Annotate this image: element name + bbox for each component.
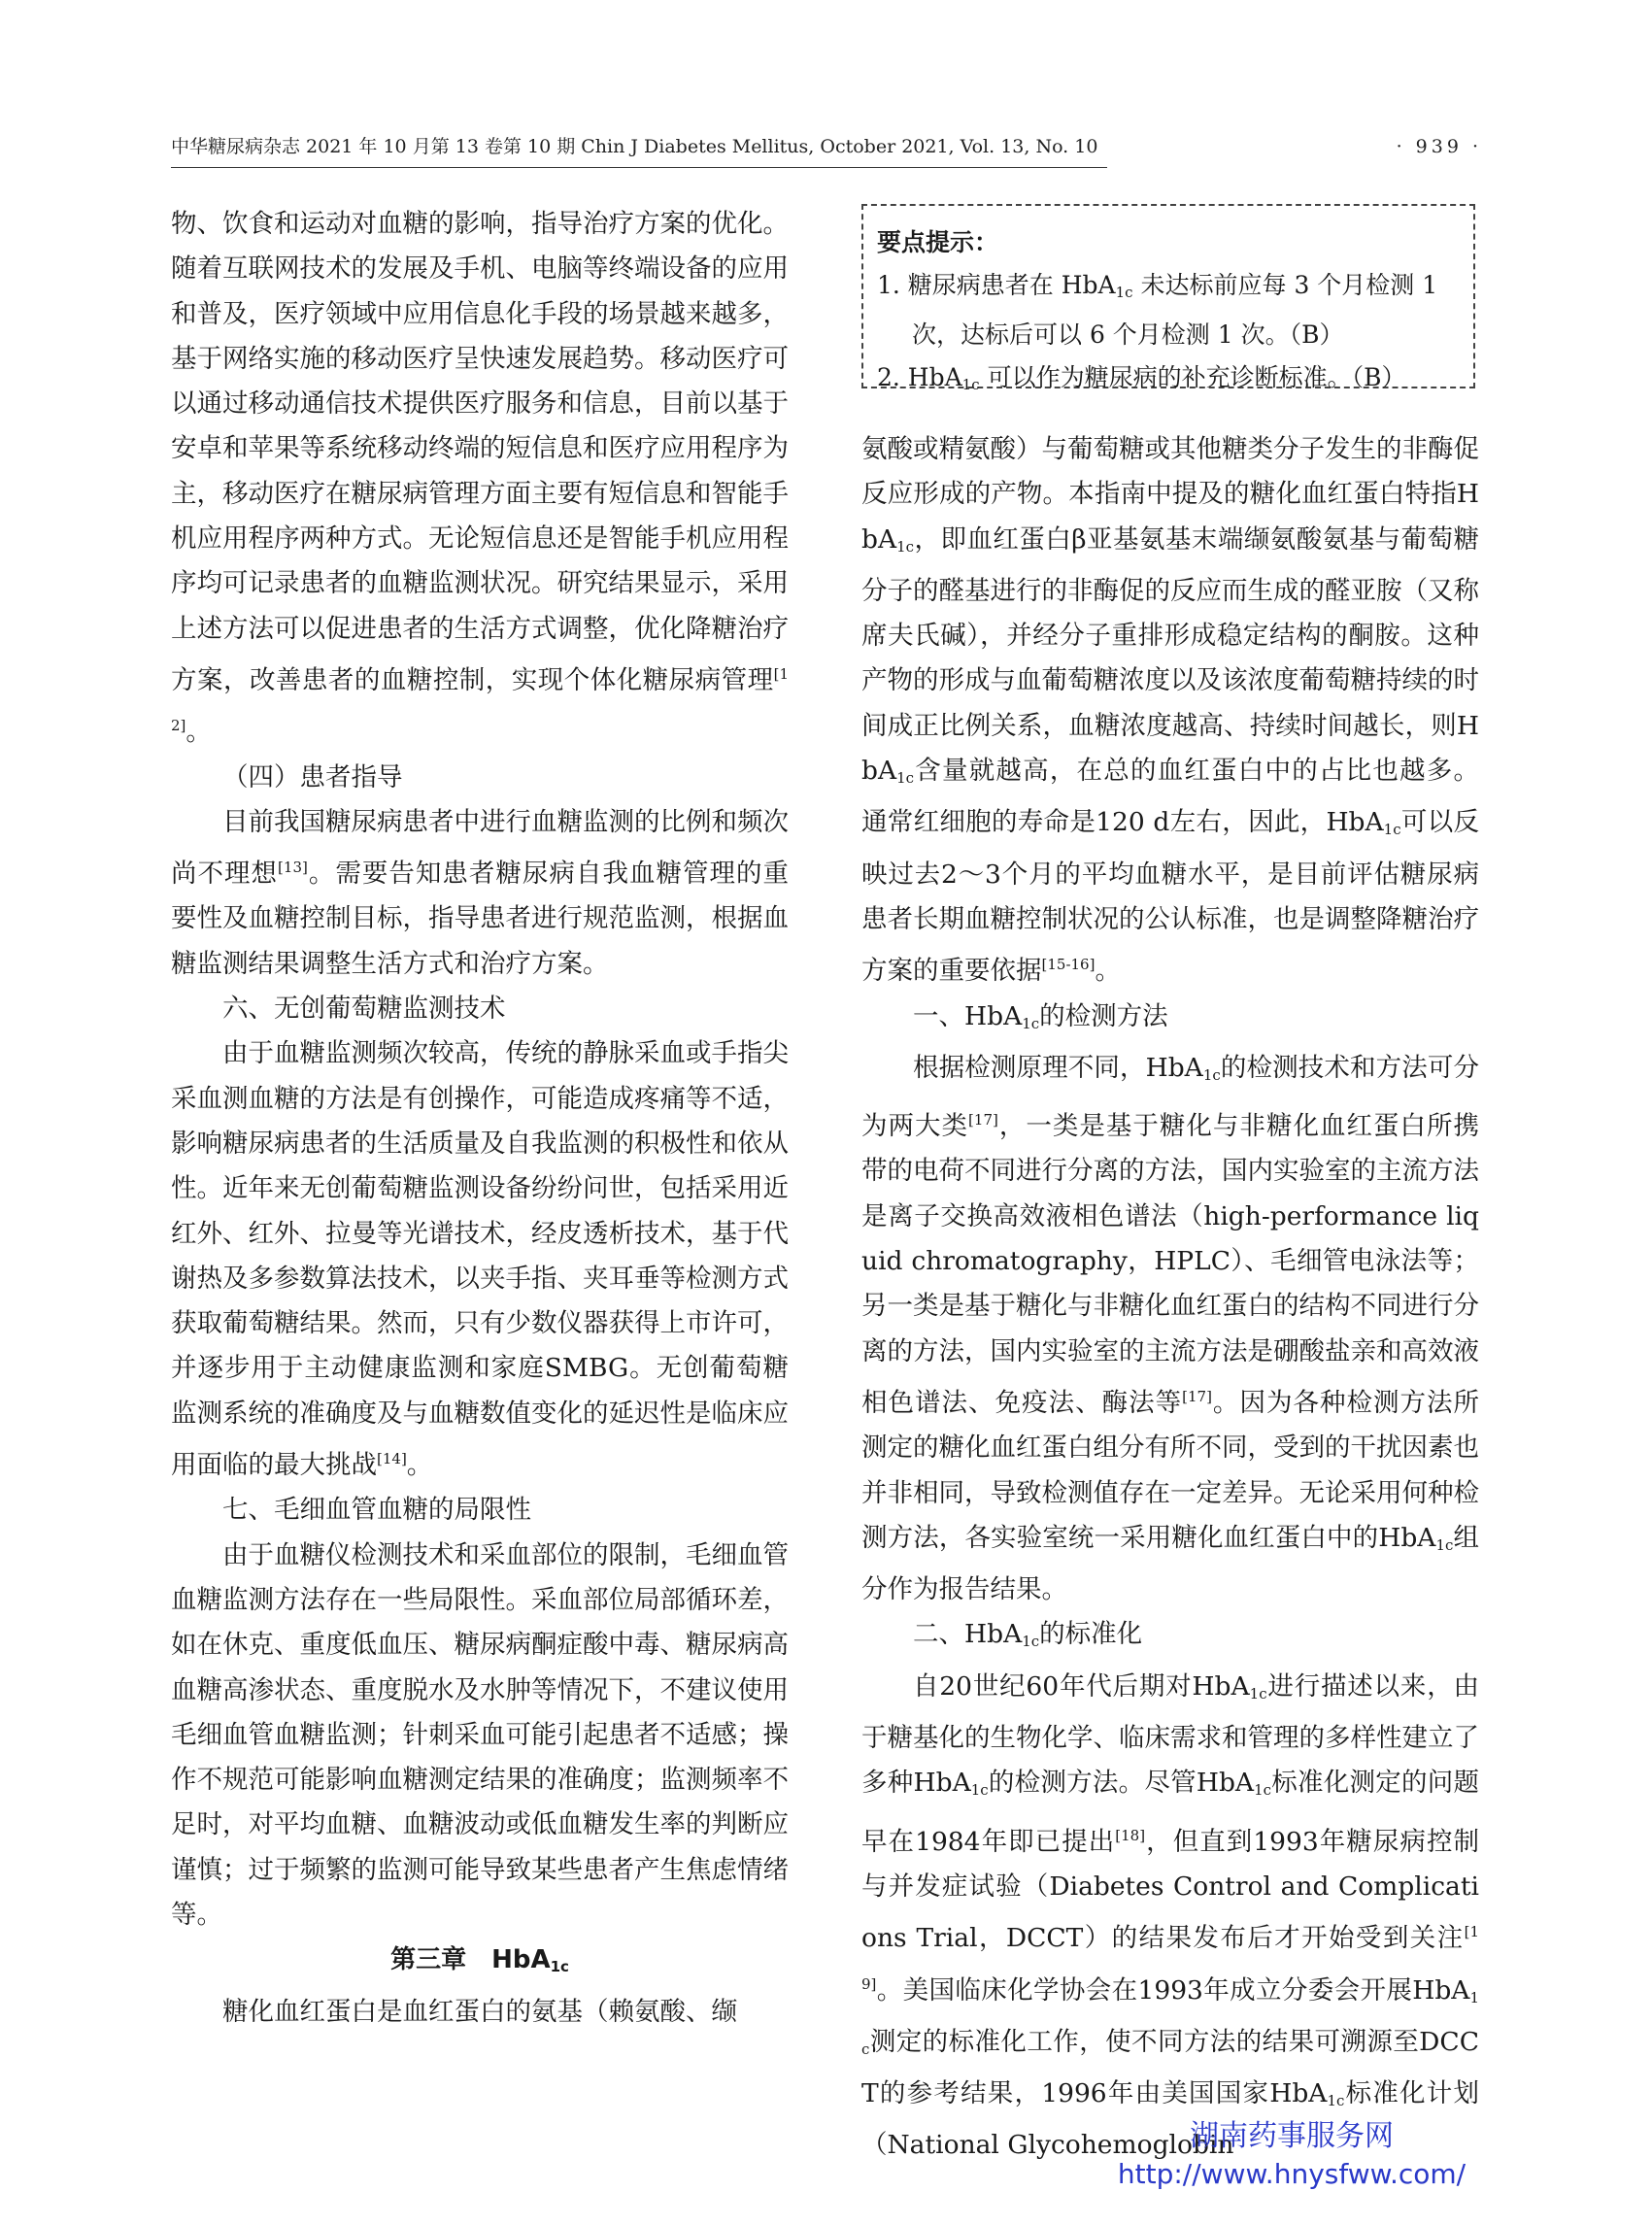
citation-ref: [13] [278, 859, 308, 877]
right-column [861, 427, 1479, 2169]
citation-ref: [17] [1182, 1387, 1212, 1405]
citation-ref: [14] [377, 1450, 407, 1468]
journal-citation: 中华糖尿病杂志 2021 年 10 月第 13 卷第 10 期 Chin J Diabetes Mellitus, October 2021, Vol. 13, No. 10 [171, 136, 1098, 157]
citation-ref: [15-16] [1041, 956, 1096, 974]
section-heading: 六、无创葡萄糖监测技术 [222, 994, 506, 1025]
citation-ref: [17] [968, 1111, 998, 1129]
paragraph: 糖化血红蛋白是血红蛋白的氨基（赖氨酸、缬 [222, 1996, 737, 2027]
paragraph: 氨酸或精氨酸）与葡萄糖或其他糖类分子发生的非酶促反应形成的产物。本指南中提及的糖化血红蛋白特指HbA$_{1c}$，即血红蛋白β亚基氨基末端缬氨酸氨基与葡萄糖分子的醛基进行的非酶促的反应而生成的醛亚胺（又称席夫氏碱），并经分子重排形成稳定结构的酮胺。这种产物的形成与血葡萄糖浓度以及该浓度葡萄糖持续的时间成正比例关系，血糖浓度越高、持续时间越长，则HbA$_{1c}$含量就越高，在总的血红蛋白中的占比也越多。通常红细胞的寿命是120 d左右，因此，HbA$_{1c}$可以反映过去2～3个月的平均血糖水平，是目前评估糖尿病患者长期血糖控制状况的公认标准，也是调整降糖治疗方案的重要依据[15-16]。 [861, 434, 1480, 987]
citation-ref: [12] [171, 664, 789, 735]
paragraph: 自20世纪60年代后期对HbA$_{1c}$进行描述以来，由于糖基化的生物化学、临床需求和管理的多样性建立了多种HbA$_{1c}$的检测方法。尽管HbA$_{1c}$标准化测定的问题早在1984年即已提出[18]，但直到1993年糖尿病控制与并发症试验（Diabetes Control and Complications Trial，DCCT）的结果发布后才开始受到关注[19]。美国临床化学协会在1993年成立分委会开展HbA$_{1c}$测定的标准化工作，使不同方法的结果可溯源至DCCT的参考结果，1996年由美国国家HbA$_{1c}$标准化计划（National Glycohemoglobin [861, 1670, 1480, 2161]
journal-header [171, 132, 1482, 161]
paragraph: 根据检测原理不同，HbA$_{1c}$的检测技术和方法可分为两大类[17]，一类是基于糖化与非糖化血红蛋白所携带的电荷不同进行分离的方法，国内实验室的主流方法是离子交换高效液相色谱法（high-performance liquid chromatography，HPLC）、毛细管电泳法等；另一类是基于糖化与非糖化血红蛋白的结构不同进行分离的方法，国内实验室的主流方法是硼酸盐亲和高效液相色谱法、免疫法、酶法等[17]。因为各种检测方法所测定的糖化血红蛋白组分有所不同，受到的干扰因素也并非相同，导致检测值存在一定差异。无论采用何种检测方法，各实验室统一采用糖化血红蛋白中的HbA$_{1c}$组分作为报告结果。 [861, 1052, 1480, 1605]
paragraph: 物、饮食和运动对血糖的影响，指导治疗方案的优化。随着互联网技术的发展及手机、电脑等终端设备的应用和普及，医疗领域中应用信息化手段的场景越来越多，基于网络实施的移动医疗呈快速发展趋势。移动医疗可以通过移动通信技术提供医疗服务和信息，目前以基于安卓和苹果等系统移动终端的短信息和医疗应用程序为主，移动医疗在糖尿病管理方面主要有短信息和智能手机应用程序两种方式。无论短信息还是智能手机应用程序均可记录患者的血糖监测状况。研究结果显示，采用上述方法可以促进患者的生活方式调整，优化降糖治疗方案，改善患者的血糖控制，实现个体化糖尿病管理[12]。 [171, 209, 789, 748]
key-points-box [861, 204, 1475, 393]
section-heading: 一、HbA$_{1c}$的检测方法 [913, 1000, 1168, 1032]
key-point-item: 2. HbA$_{1c}$ 可以作为糖尿病的补充诊断标准。（B） [877, 363, 1406, 393]
site-watermark [1078, 2117, 1505, 2193]
section-heading: （四）患者指导 [222, 761, 403, 792]
watermark-url[interactable]: http://www.hnysfww.com/ [1117, 2158, 1467, 2190]
paragraph: 由于血糖仪检测技术和采血部位的限制，毛细血管血糖监测方法存在一些局限性。采血部位局部循环差，如在休克、重度低血压、糖尿病酮症酸中毒、糖尿病高血糖高渗状态、重度脱水及水肿等情况下，不建议使用毛细血管血糖监测；针刺采血可能引起患者不适感；操作不规范可能影响血糖测定结果的准确度；监测频率不足时，对平均血糖、血糖波动或低血糖发生率的判断应谨慎；过于频繁的监测可能导致某些患者产生焦虑情绪等。 [171, 1539, 789, 1930]
section-heading: 七、毛细血管血糖的局限性 [222, 1495, 531, 1526]
paragraph: 目前我国糖尿病患者中进行血糖监测的比例和频次尚不理想[13]。需要告知患者糖尿病自我血糖管理的重要性及血糖控制目标，指导患者进行规范监测，根据血糖监测结果调整生活方式和治疗方案。 [171, 806, 790, 979]
key-points-title: 要点提示： [877, 228, 999, 256]
section-heading: 二、HbA$_{1c}$的标准化 [913, 1619, 1143, 1651]
paragraph: 由于血糖监测频次较高，传统的静脉采血或手指尖采血测血糖的方法是有创操作，可能造成疼痛等不适，影响糖尿病患者的生活质量及自我监测的积极性和依从性。近年来无创葡萄糖监测设备纷纷问世，包括采用近红外、红外、拉曼等光谱技术，经皮透析技术，基于代谢热及多参数算法技术，以夹手指、夹耳垂等检测方式获取葡萄糖结果。然而，只有少数仪器获得上市许可，并逐步用于主动健康监测和家庭SMBG。无创葡萄糖监测系统的准确度及与血糖数值变化的延迟性是临床应用面临的最大挑战[14]。 [171, 1038, 789, 1481]
key-point-item: 1. 糖尿病患者在 HbA$_{1c}$ 未达标前应每 3 个月检测 1 次，达标后可以 6 个月检测 1 次。（B） [877, 271, 1438, 349]
citation-ref: [18] [1115, 1826, 1146, 1844]
header-rule [171, 167, 1107, 168]
watermark-site-name: 湖南药事服务网 [1190, 2119, 1394, 2153]
left-column [171, 202, 789, 2035]
page-number: · 939 · [1396, 136, 1482, 157]
citation-ref: [19] [861, 1923, 1479, 1993]
chapter-title: 第三章 HbA$_{1c}$ [390, 1945, 569, 1976]
